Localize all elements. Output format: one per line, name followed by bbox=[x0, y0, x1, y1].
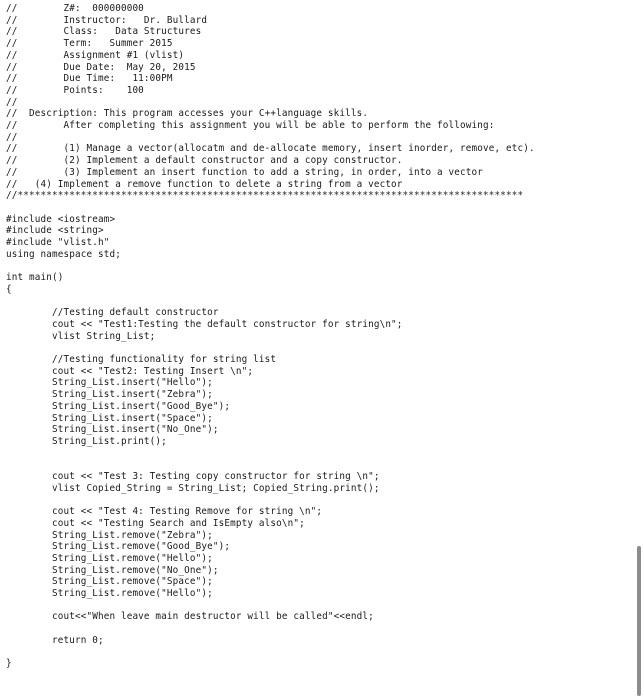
code-line: cout << "Test1:Testing the default constructor for string\n"; bbox=[6, 318, 403, 330]
code-line: #include "vlist.h" bbox=[6, 237, 110, 248]
code-line: // (2) Implement a default constructor and a copy constructor. bbox=[6, 155, 403, 167]
code-line: String_List.print(); bbox=[6, 435, 167, 447]
vertical-scrollbar[interactable] bbox=[634, 0, 644, 700]
code-line: String_List.remove("Space"); bbox=[6, 576, 213, 588]
code-line: #include <iostream> bbox=[6, 213, 116, 225]
code-line: // Due Time: 11:00PM bbox=[6, 73, 173, 85]
code-line: cout << "Test 4: Testing Remove for string \n"; bbox=[6, 506, 323, 518]
code-line: using namespace std; bbox=[6, 248, 121, 260]
code-line: String_List.insert("Good_Bye"); bbox=[6, 400, 231, 412]
code-line: vlist String_List; bbox=[6, 330, 156, 342]
code-line: // Term: Summer 2015 bbox=[6, 38, 173, 50]
code-line: String_List.remove("Hello"); bbox=[6, 588, 213, 599]
code-line: //Testing functionality for string list bbox=[6, 354, 277, 365]
code-line: vlist Copied_String = String_List; Copied_String.print(); bbox=[6, 482, 380, 494]
code-line: String_List.remove("Zebra"); bbox=[6, 529, 213, 541]
code-line: } bbox=[6, 658, 12, 670]
code-line: // Instructor: Dr. Bullard bbox=[6, 14, 208, 26]
scrollbar-thumb[interactable] bbox=[637, 546, 641, 696]
code-line: // (1) Manage a vector(allocatm and de-allocate memory, insert inorder, remove, etc). bbox=[6, 143, 535, 155]
code-line: String_List.remove("Good_Bye"); bbox=[6, 541, 231, 553]
code-line: String_List.insert("Zebra"); bbox=[6, 389, 213, 401]
code-line: // Z#: 000000000 bbox=[6, 3, 144, 14]
code-line: //**************************************************************************************** bbox=[6, 190, 524, 202]
code-line: // (3) Implement an insert function to add a string, in order, into a vector bbox=[6, 166, 484, 178]
code-line: String_List.insert("No_One"); bbox=[6, 424, 219, 436]
code-line: cout << "Test 3: Testing copy constructor for string \n"; bbox=[6, 471, 380, 482]
code-line: // Points: 100 bbox=[6, 84, 144, 96]
code-line: int main() bbox=[6, 272, 64, 284]
code-line: // Class: Data Structures bbox=[6, 26, 202, 38]
code-line: cout << "Test2: Testing Insert \n"; bbox=[6, 365, 254, 377]
code-line: // After completing this assignment you will be able to perform the following: bbox=[6, 120, 495, 131]
code-line: cout << "Testing Search and IsEmpty also\n"; bbox=[6, 517, 305, 529]
code-line: String_List.insert("Hello"); bbox=[6, 377, 213, 389]
code-line: String_List.insert("Space"); bbox=[6, 412, 213, 424]
code-line: // bbox=[6, 96, 18, 108]
code-line: // Due Date: May 20, 2015 bbox=[6, 61, 196, 73]
code-line: String_List.remove("Hello"); bbox=[6, 552, 213, 564]
code-line: String_List.remove("No_One"); bbox=[6, 564, 219, 576]
code-line: { bbox=[6, 283, 12, 295]
code-line: // Description: This program accesses your C++language skills. bbox=[6, 108, 369, 120]
code-line: // bbox=[6, 131, 18, 143]
code-line: #include <string> bbox=[6, 225, 104, 237]
code-line: //Testing default constructor bbox=[6, 307, 219, 319]
code-line: // (4) Implement a remove function to delete a string from a vector bbox=[6, 178, 403, 190]
code-line: cout<<"When leave main destructor will be called"<<endl; bbox=[6, 611, 374, 623]
code-line: return 0; bbox=[6, 634, 104, 646]
code-line: // Assignment #1 (vlist) bbox=[6, 49, 185, 61]
